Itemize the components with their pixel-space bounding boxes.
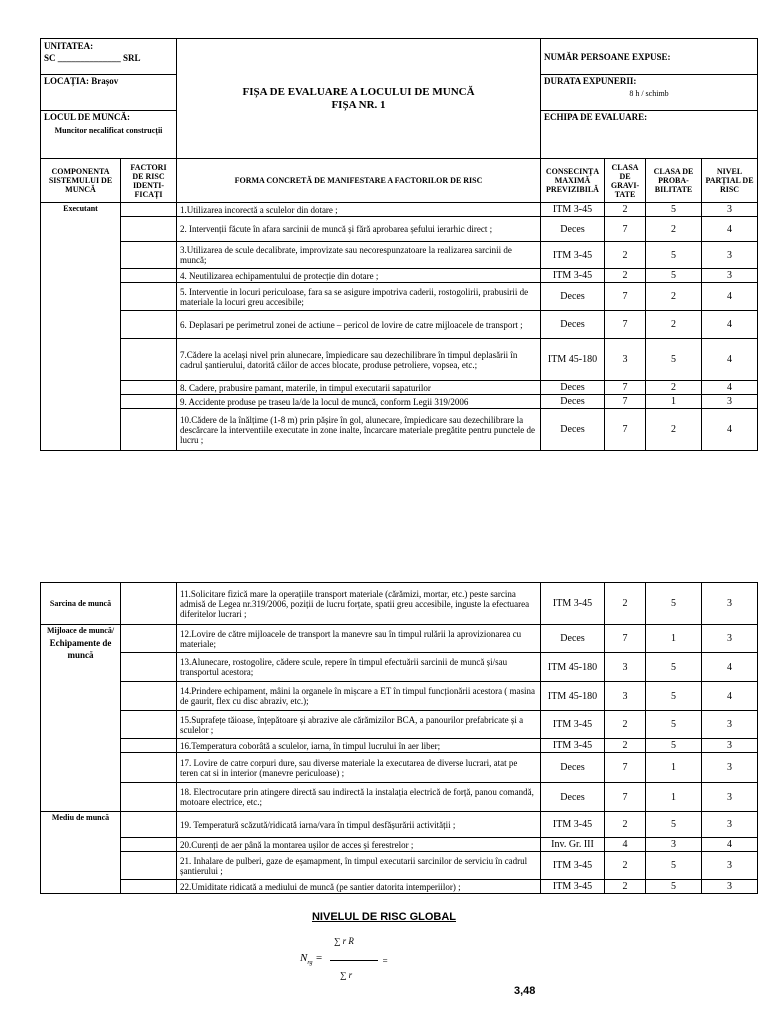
table-row (41, 783, 758, 812)
probability: 5 (646, 653, 702, 682)
group-mediu: Mediu de muncă (41, 812, 121, 894)
probability: 5 (646, 269, 702, 283)
risk-description: 22.Umiditate ridicată a mediului de muncă (pe santier datorita intemperiilor) ; (177, 880, 541, 894)
consequence: Deces (541, 217, 605, 242)
severity: 7 (605, 625, 646, 653)
risk-description: 19. Temperatură scăzută/ridicată iarna/vara în timpul desfășurării activității ; (177, 812, 541, 838)
probability: 5 (646, 880, 702, 894)
table-row (41, 217, 758, 242)
risk-description: 4. Neutilizarea echipamentului de protecție din dotare ; (177, 269, 541, 283)
risk-level: 4 (702, 409, 758, 451)
locatia-label: LOCAȚIA: Brașov (41, 75, 177, 111)
probability: 5 (646, 711, 702, 739)
risk-description: 15.Suprafețe tăioase, înțepătoare și abrazive ale cărămizilor BCA, a panourilor prefabricate și a sculelor ; (177, 711, 541, 739)
risk-description: 9. Accidente produse pe traseu la/de la locul de muncă, conform Legii 319/2006 (177, 395, 541, 409)
risk-level: 4 (702, 217, 758, 242)
consequence: ITM 3-45 (541, 739, 605, 753)
severity: 2 (605, 739, 646, 753)
table-row (41, 339, 758, 381)
table-row (41, 852, 758, 880)
durata-value: 8 h / schimb (629, 89, 669, 98)
risk-description: 6. Deplasari pe perimetrul zonei de actiune – pericol de lovire de catre mijloacele de transport ; (177, 311, 541, 339)
table-row (41, 203, 758, 217)
severity: 7 (605, 217, 646, 242)
risk-table-page-1 (40, 38, 758, 451)
severity: 3 (605, 682, 646, 711)
table-row (41, 739, 758, 753)
consequence: Deces (541, 753, 605, 783)
persoane-expuse: NUMĂR PERSOANE EXPUSE: (541, 39, 758, 75)
table-row (41, 682, 758, 711)
severity: 3 (605, 653, 646, 682)
consequence: ITM 3-45 (541, 583, 605, 625)
global-risk-value: 3,48 (514, 985, 536, 997)
consequence: Deces (541, 311, 605, 339)
risk-level: 4 (702, 682, 758, 711)
risk-description: 21. Inhalare de pulberi, gaze de eșamapment, în timpul executarii sarcinilor de serviciu în cadrul șantierului ; (177, 852, 541, 880)
risk-description: 12.Lovire de către mijloacele de transport la manevre sau în timpul rulării la aprovizionarea cu materiale; (177, 625, 541, 653)
risk-level: 3 (702, 242, 758, 269)
document-title: FIȘA DE EVALUARE A LOCULUI DE MUNCĂ (242, 85, 475, 98)
group-mijloace (41, 625, 121, 812)
probability: 5 (646, 339, 702, 381)
severity: 2 (605, 880, 646, 894)
risk-level: 3 (702, 203, 758, 217)
probability: 2 (646, 311, 702, 339)
col-nivel: NIVEL PARȚIAL DE RISC (702, 159, 758, 203)
group-sarcina: Sarcina de muncă (41, 583, 121, 625)
consequence: Inv. Gr. III (541, 838, 605, 852)
consequence: ITM 3-45 (541, 852, 605, 880)
col-consecinta: CONSECINȚA MAXIMĂ PREVIZIBILĂ (541, 159, 605, 203)
consequence: ITM 45-180 (541, 653, 605, 682)
title-cell (177, 39, 541, 159)
risk-level: 3 (702, 583, 758, 625)
table-row (41, 753, 758, 783)
risk-level: 3 (702, 812, 758, 838)
consequence: ITM 3-45 (541, 203, 605, 217)
risk-level: 3 (702, 395, 758, 409)
risk-level: 4 (702, 311, 758, 339)
consequence: Deces (541, 381, 605, 395)
table-row (41, 395, 758, 409)
table-row (41, 311, 758, 339)
probability: 1 (646, 395, 702, 409)
consequence: ITM 3-45 (541, 242, 605, 269)
probability: 1 (646, 783, 702, 812)
probability: 5 (646, 852, 702, 880)
formula-subscript: rg (307, 960, 313, 967)
table-row (41, 242, 758, 269)
consequence: ITM 3-45 (541, 812, 605, 838)
risk-description: 11.Solicitare fizică mare la operațiile transport materiale (cărămizi, mortar, etc.) peste sarcina admisă de Legea nr.319/2006, poziții de lucru forțate, spatii greu accesibile, inguste la efectuarea diferitelor lucrari ; (177, 583, 541, 625)
probability: 1 (646, 625, 702, 653)
risk-level: 4 (702, 653, 758, 682)
severity: 2 (605, 203, 646, 217)
risk-description: 7.Cădere la același nivel prin alunecare, împiedicare sau dezechilibrare în timpul deplasării în cadrul șantierului, datorită căilor de acces blocate, produse petroliere, vopsea, etc.; (177, 339, 541, 381)
consequence: Deces (541, 409, 605, 451)
table-row (41, 711, 758, 739)
risk-description: 13.Alunecare, rostogolire, cădere scule, repere în timpul efectuării sarcinii de muncă și/sau transportul acestora; (177, 653, 541, 682)
risk-level: 3 (702, 880, 758, 894)
severity: 2 (605, 852, 646, 880)
severity: 7 (605, 381, 646, 395)
probability: 2 (646, 381, 702, 395)
loc-munca-value: Muncitor necalificat construcții (54, 126, 163, 135)
group-mijloace-label: Mijloace de muncă/ (46, 626, 115, 635)
probability: 5 (646, 242, 702, 269)
table-row (41, 880, 758, 894)
durata-label: DURATA EXPUNERII: (544, 76, 637, 86)
severity: 7 (605, 783, 646, 812)
risk-level: 3 (702, 783, 758, 812)
group-executant: Executant (41, 203, 121, 451)
table-row (41, 812, 758, 838)
risk-level: 3 (702, 852, 758, 880)
risk-level: 3 (702, 269, 758, 283)
risk-level: 4 (702, 381, 758, 395)
document-number: FIȘA NR. 1 (331, 98, 386, 111)
formula-lhs: $N_{rg}$ = (300, 952, 323, 967)
probability: 5 (646, 682, 702, 711)
col-factori: FACTORI DE RISC IDENTI-FICAȚI (121, 159, 177, 203)
risk-description: 14.Prindere echipament, mâini la organele în mișcare a ET în timpul funcționării acestora ( masina de gaurit, flex cu disc abraziv, etc.); (177, 682, 541, 711)
col-probabilitate: CLASA DE PROBA-BILITATE (646, 159, 702, 203)
severity: 7 (605, 283, 646, 311)
severity: 2 (605, 583, 646, 625)
probability: 5 (646, 812, 702, 838)
probability: 1 (646, 753, 702, 783)
sc-label: SC ______________ SRL (44, 53, 141, 63)
formula-n: N (300, 952, 308, 964)
risk-description: 17. Lovire de catre corpuri dure, sau diverse materiale la executarea de diverse lucrari, atat pe teren cat si in interior (manevre periculoase) ; (177, 753, 541, 783)
severity: 2 (605, 812, 646, 838)
col-componenta: COMPONENTA SISTEMULUI DE MUNCĂ (41, 159, 121, 203)
table-row (41, 625, 758, 653)
table-row (41, 409, 758, 451)
risk-description: 8. Cadere, prabusire pamant, materile, in timpul executarii sapaturilor (177, 381, 541, 395)
risk-level: 4 (702, 838, 758, 852)
risk-level: 3 (702, 739, 758, 753)
consequence: ITM 3-45 (541, 269, 605, 283)
risk-description: 20.Curenți de aer până la montarea ușilor de acces și ferestrelor ; (177, 838, 541, 852)
probability: 3 (646, 838, 702, 852)
severity: 7 (605, 395, 646, 409)
severity: 2 (605, 711, 646, 739)
consequence: Deces (541, 283, 605, 311)
consequence: ITM 3-45 (541, 711, 605, 739)
probability: 2 (646, 409, 702, 451)
probability: 2 (646, 217, 702, 242)
col-gravitate: CLASA DE GRAVI-TATE (605, 159, 646, 203)
formula-equals: = (382, 956, 389, 966)
consequence: ITM 45-180 (541, 682, 605, 711)
formula-fraction-bar (330, 960, 378, 961)
severity: 7 (605, 311, 646, 339)
group-echipamente-label: Echipamente de muncă (49, 638, 112, 660)
consequence: ITM 3-45 (541, 880, 605, 894)
severity: 2 (605, 269, 646, 283)
echipa-evaluare: ECHIPA DE EVALUARE: (541, 111, 758, 159)
risk-description: 3.Utilizarea de scule decalibrate, improvizate sau necorespunzatoare la realizarea sarcinii de muncă; (177, 242, 541, 269)
col-forma: FORMA CONCRETĂ DE MANIFESTARE A FACTORILOR DE RISC (177, 159, 541, 203)
table-row (41, 838, 758, 852)
loc-munca-label: LOCUL DE MUNCĂ: (44, 112, 131, 122)
probability: 2 (646, 283, 702, 311)
global-risk-formula (300, 930, 400, 1005)
table-row (41, 583, 758, 625)
formula-numerator: ∑ r R (334, 936, 354, 946)
consequence: Deces (541, 783, 605, 812)
risk-description: 1.Utilizarea incorectă a sculelor din dotare ; (177, 203, 541, 217)
risk-level: 4 (702, 283, 758, 311)
unitatea-cell (41, 39, 141, 75)
severity: 3 (605, 339, 646, 381)
table-row (41, 269, 758, 283)
table-row (41, 381, 758, 395)
risk-level: 4 (702, 339, 758, 381)
probability: 5 (646, 583, 702, 625)
table-row (41, 283, 758, 311)
severity: 7 (605, 753, 646, 783)
risk-level: 3 (702, 711, 758, 739)
risk-description: 10.Cădere de la înălțime (1-8 m) prin pășire în gol, alunecare, împiedicare sau dezechilibrare la descărcare la interventiile executate in zone inalte, încarcare materiale pregătite pentru punctele de lucru ; (177, 409, 541, 451)
consequence: Deces (541, 625, 605, 653)
durata-cell (541, 75, 758, 111)
risk-level: 3 (702, 625, 758, 653)
risk-table-page-2 (40, 582, 758, 894)
risk-description: 5. Interventie in locuri periculoase, fara sa se asigure impotriva caderii, rostogolirii, prabusirii de materiale la locuri greu accesibile; (177, 283, 541, 311)
loc-munca-cell (41, 111, 177, 159)
consequence: Deces (541, 395, 605, 409)
severity: 4 (605, 838, 646, 852)
probability: 5 (646, 203, 702, 217)
risk-description: 18. Electrocutare prin atingere directă sau indirectă la instalația electrică de forță, panou comandă, motoare electrice, etc.; (177, 783, 541, 812)
risk-description: 16.Temperatura coborâtă a sculelor, iarna, în timpul lucrului în aer liber; (177, 739, 541, 753)
formula-denominator: ∑ r (340, 970, 353, 980)
consequence: ITM 45-180 (541, 339, 605, 381)
unitatea-label: UNITATEA: (44, 41, 94, 51)
table-row (41, 653, 758, 682)
severity: 7 (605, 409, 646, 451)
probability: 5 (646, 739, 702, 753)
risk-description: 2. Intervenții făcute în afara sarcinii de muncă și fără aprobarea șefului ierarhic direct ; (177, 217, 541, 242)
severity: 2 (605, 242, 646, 269)
global-risk-title: NIVELUL DE RISC GLOBAL (311, 911, 457, 923)
risk-level: 3 (702, 753, 758, 783)
